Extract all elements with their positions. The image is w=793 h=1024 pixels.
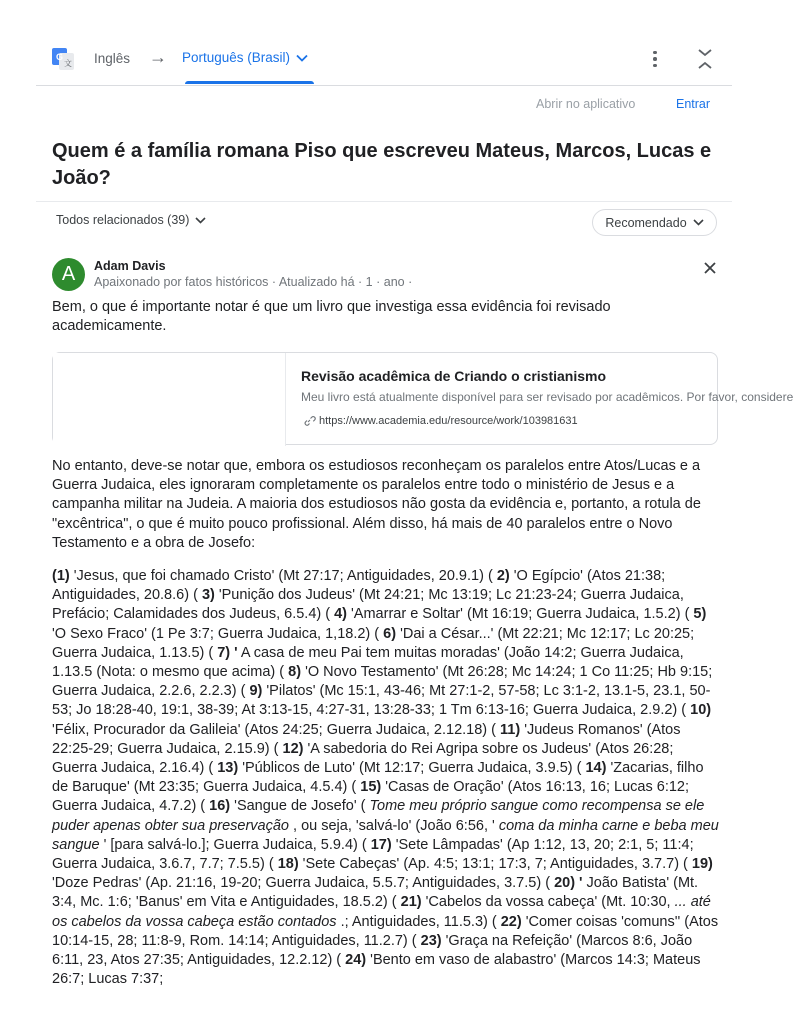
svg-text:文: 文: [64, 59, 72, 68]
parallel-number: 4): [334, 606, 347, 623]
answer-paragraph: No entanto, deve-se notar que, embora os estudiosos reconheçam os paralelos entre Atos/Lucas e a Guerra Judaica, eles ignoraram completamente os paralelos entre todo o ministério de Jesus e a campanha militar na Judeia. A maioria dos estudiosos não gosta da evidência e, portanto, a rotula de "excêntrica", o que é muito pouco profissional. Além disso, há mais de 40 paralelos entre o Novo Testamento e a obra de Josefo:: [52, 458, 701, 551]
divider: [36, 201, 732, 202]
author-credential: Apaixonado por fatos históricos · Atualizado há · 1 · ano ·: [94, 275, 413, 289]
parallel-quote: ... até os cabelos da vossa cabeça estão contados: [52, 894, 711, 930]
active-tab-indicator: [185, 81, 314, 84]
parallel-number: (1): [52, 568, 70, 584]
parallel-text: 'Casas de Oração' (Atos 16:13, 16; Lucas 6:12; Guerra Judaica, 4.7.2) (: [52, 779, 690, 815]
parallel-text: 'Zacarias, filho de Baruque' (Mt 23:35; Guerra Judaica, 4.5.4) (: [52, 760, 704, 796]
close-icon[interactable]: [700, 258, 720, 278]
question-title[interactable]: Quem é a família romana Piso que escreveu Mateus, Marcos, Lucas e João?: [52, 140, 712, 189]
parallel-number: 6): [383, 625, 397, 642]
parallel-quote: coma da minha carne e beba meu sangue: [52, 817, 719, 853]
parallel-number: 24): [345, 952, 367, 969]
parallel-text: 'Pilatos' (Mc 15:1, 43-46; Mt 27:1-2, 57-58; Lc 3:1-2, 13.1-5, 23.1, 50-53; Jo 18:28-40, 19:1, 38-39; At 3:13-15, 4:27-31, 13:28-33; 1 Tm 6:13-16; Guerra Judaica, 2.9.2) (: [52, 683, 711, 719]
login-link[interactable]: Entrar: [676, 97, 711, 111]
parallel-number: 22): [500, 913, 522, 930]
parallel-text: ' [para salvá-lo.]; Guerra Judaica, 5.9.4) (: [99, 836, 371, 853]
parallel-number: 23): [420, 932, 442, 949]
parallel-text: 'Félix, Procurador da Galileia' (Atos 24:25; Guerra Judaica, 2.12.18) (: [52, 721, 501, 738]
parallel-number: 11): [500, 721, 521, 738]
open-in-app-link[interactable]: Abrir no aplicativo: [536, 97, 636, 111]
chevron-down-icon: [693, 219, 704, 226]
parallel-text: João Batista' (Mt. 3:4, Mc. 1:6; 'Banus' em Vita e Antiguidades, 18.5.2) (: [52, 875, 699, 911]
author-name[interactable]: Adam Davis: [94, 259, 166, 273]
translate-bar: [36, 38, 732, 86]
parallel-number: 9): [249, 683, 263, 700]
parallel-text: 'Sangue de Josefo' (: [230, 798, 370, 815]
parallel-number: 21): [400, 894, 422, 911]
parallel-text: .; Antiguidades, 11.5.3) (: [336, 913, 501, 930]
parallel-text: 'Punição dos Judeus' (Mt 24:21; Mc 13:19; Lc 21:23-24; Guerra Judaica, Prefácio; Calamidades dos Judeus, 6.5.4) (: [52, 587, 684, 623]
parallel-text: 'O Egípcio' (Atos 21:38; Antiguidades, 20.8.6) (: [52, 568, 666, 604]
parallels-paragraph: [52, 567, 720, 989]
parallel-number: 14): [585, 760, 607, 777]
link-thumbnail: [53, 353, 286, 446]
parallel-text: , ou seja, 'salvá-lo' (João 6:56, ': [289, 817, 499, 834]
parallel-text: A casa de meu Pai tem muitas moradas' (João 14:2; Guerra Judaica, 1.13.5 (Nota: o mesmo que acima) (: [52, 644, 684, 681]
parallel-number: 19): [691, 856, 713, 873]
parallel-text: 'Graça na Refeição' (Marcos 8:6, João 6:11, 23, Atos 27:35; Antiguidades, 12.2.12) (: [52, 932, 693, 969]
link-title: Revisão acadêmica de Criando o cristianismo: [301, 368, 607, 384]
parallel-text: 'Amarrar e Soltar' (Mt 16:19; Guerra Judaica, 1.5.2) (: [347, 606, 694, 623]
source-language[interactable]: Inglês: [94, 51, 131, 66]
parallel-number: 8): [288, 664, 302, 681]
parallel-number: 17): [370, 836, 392, 853]
link-url: [303, 415, 578, 427]
collapse-icon[interactable]: [694, 46, 716, 72]
parallel-text: 'Bento em vaso de alabastro' (Marcos 14:3; Mateus 26:7; Lucas 7:37;: [52, 952, 701, 988]
google-translate-icon: [52, 48, 74, 70]
target-language-label: Português (Brasil): [182, 50, 291, 65]
parallel-quote: Tome meu próprio sangue como recompensa se ele puder apenas obter sua preservação: [52, 798, 705, 834]
more-options-icon[interactable]: [644, 48, 666, 70]
link-preview-card[interactable]: [52, 352, 793, 445]
answer-paragraph: Bem, o que é importante notar é que um livro que investiga essa evidência foi revisado academicamente.: [52, 299, 611, 335]
parallel-text: 'Sete Cabeças' (Ap. 4:5; 13:1; 17:3, 7; Antiguidades, 3.7.7) (: [298, 856, 692, 873]
parallel-number: 12): [282, 740, 304, 757]
parallel-number: 18): [277, 856, 299, 873]
parallel-text: 'Cabelos da vossa cabeça' (Mt. 10:30,: [421, 894, 675, 911]
parallel-text: 'Comer coisas 'comuns'' (Atos 10:14-15, 28; 11:8-9, Rom. 14:14; Antiguidades, 11.2.7) (: [52, 913, 719, 949]
link-icon: [303, 415, 315, 427]
parallel-text: 'Jesus, que foi chamado Cristo' (Mt 27:17; Antiguidades, 20.9.1) (: [69, 568, 497, 584]
related-answers-filter[interactable]: [56, 213, 206, 227]
chevron-down-icon: [296, 54, 308, 62]
parallel-text: 'Sete Lâmpadas' (Ap 1:12, 13, 20; 2:1, 5; 11:4; Guerra Judaica, 3.6.7, 7.7; 7.5.5) (: [52, 836, 694, 873]
link-description: Meu livro está atualmente disponível para ser revisado por acadêmicos. Por favor, considere: [301, 390, 793, 404]
avatar[interactable]: A: [52, 258, 85, 291]
target-language-selector[interactable]: [182, 50, 308, 65]
parallel-text: 'O Sexo Fraco' (1 Pe 3:7; Guerra Judaica, 1,18.2) (: [52, 625, 384, 642]
parallel-number: 7) ': [217, 644, 238, 661]
parallel-number: 3): [201, 587, 215, 604]
chevron-down-icon: [195, 217, 206, 224]
parallel-number: 2): [496, 568, 510, 584]
parallel-text: 'Doze Pedras' (Ap. 21:16, 19-20; Guerra Judaica, 5.5.7; Antiguidades, 3.7.5) (: [52, 875, 555, 892]
parallel-text: 'A sabedoria do Rei Agripa sobre os Judeus' (Atos 26:28; Guerra Judaica, 2.16.4) (: [52, 740, 674, 777]
link-url-text: https://www.academia.edu/resource/work/103981631: [319, 415, 578, 427]
svg-text:G: G: [56, 52, 64, 62]
parallel-number: 13): [217, 760, 239, 777]
related-label: Todos relacionados (39): [56, 213, 190, 227]
parallel-number: 16): [209, 798, 231, 815]
sort-label: Recomendado: [605, 215, 687, 230]
parallel-text: 'Judeus Romanos' (Atos 22:25-29; Guerra Judaica, 2.15.9) (: [52, 721, 681, 757]
parallel-number: 15): [360, 779, 382, 796]
sort-dropdown[interactable]: [592, 209, 717, 236]
parallel-text: 'Dai a César...' (Mt 22:21; Mc 12:17; Lc 20:25; Guerra Judaica, 1.13.5) (: [52, 625, 695, 661]
parallel-text: 'Públicos de Luto' (Mt 12:17; Guerra Judaica, 3.9.5) (: [238, 760, 586, 777]
parallel-number: 10): [690, 702, 712, 719]
arrow-right-icon: →: [149, 47, 167, 67]
parallel-number: 5): [693, 606, 707, 623]
parallel-text: 'O Novo Testamento' (Mt 26:28; Mc 14:24; 1 Co 11:25; Hb 9:15; Guerra Judaica, 2.2.6, 2.2.3) (: [52, 664, 713, 700]
parallel-number: 20) ': [554, 875, 583, 892]
